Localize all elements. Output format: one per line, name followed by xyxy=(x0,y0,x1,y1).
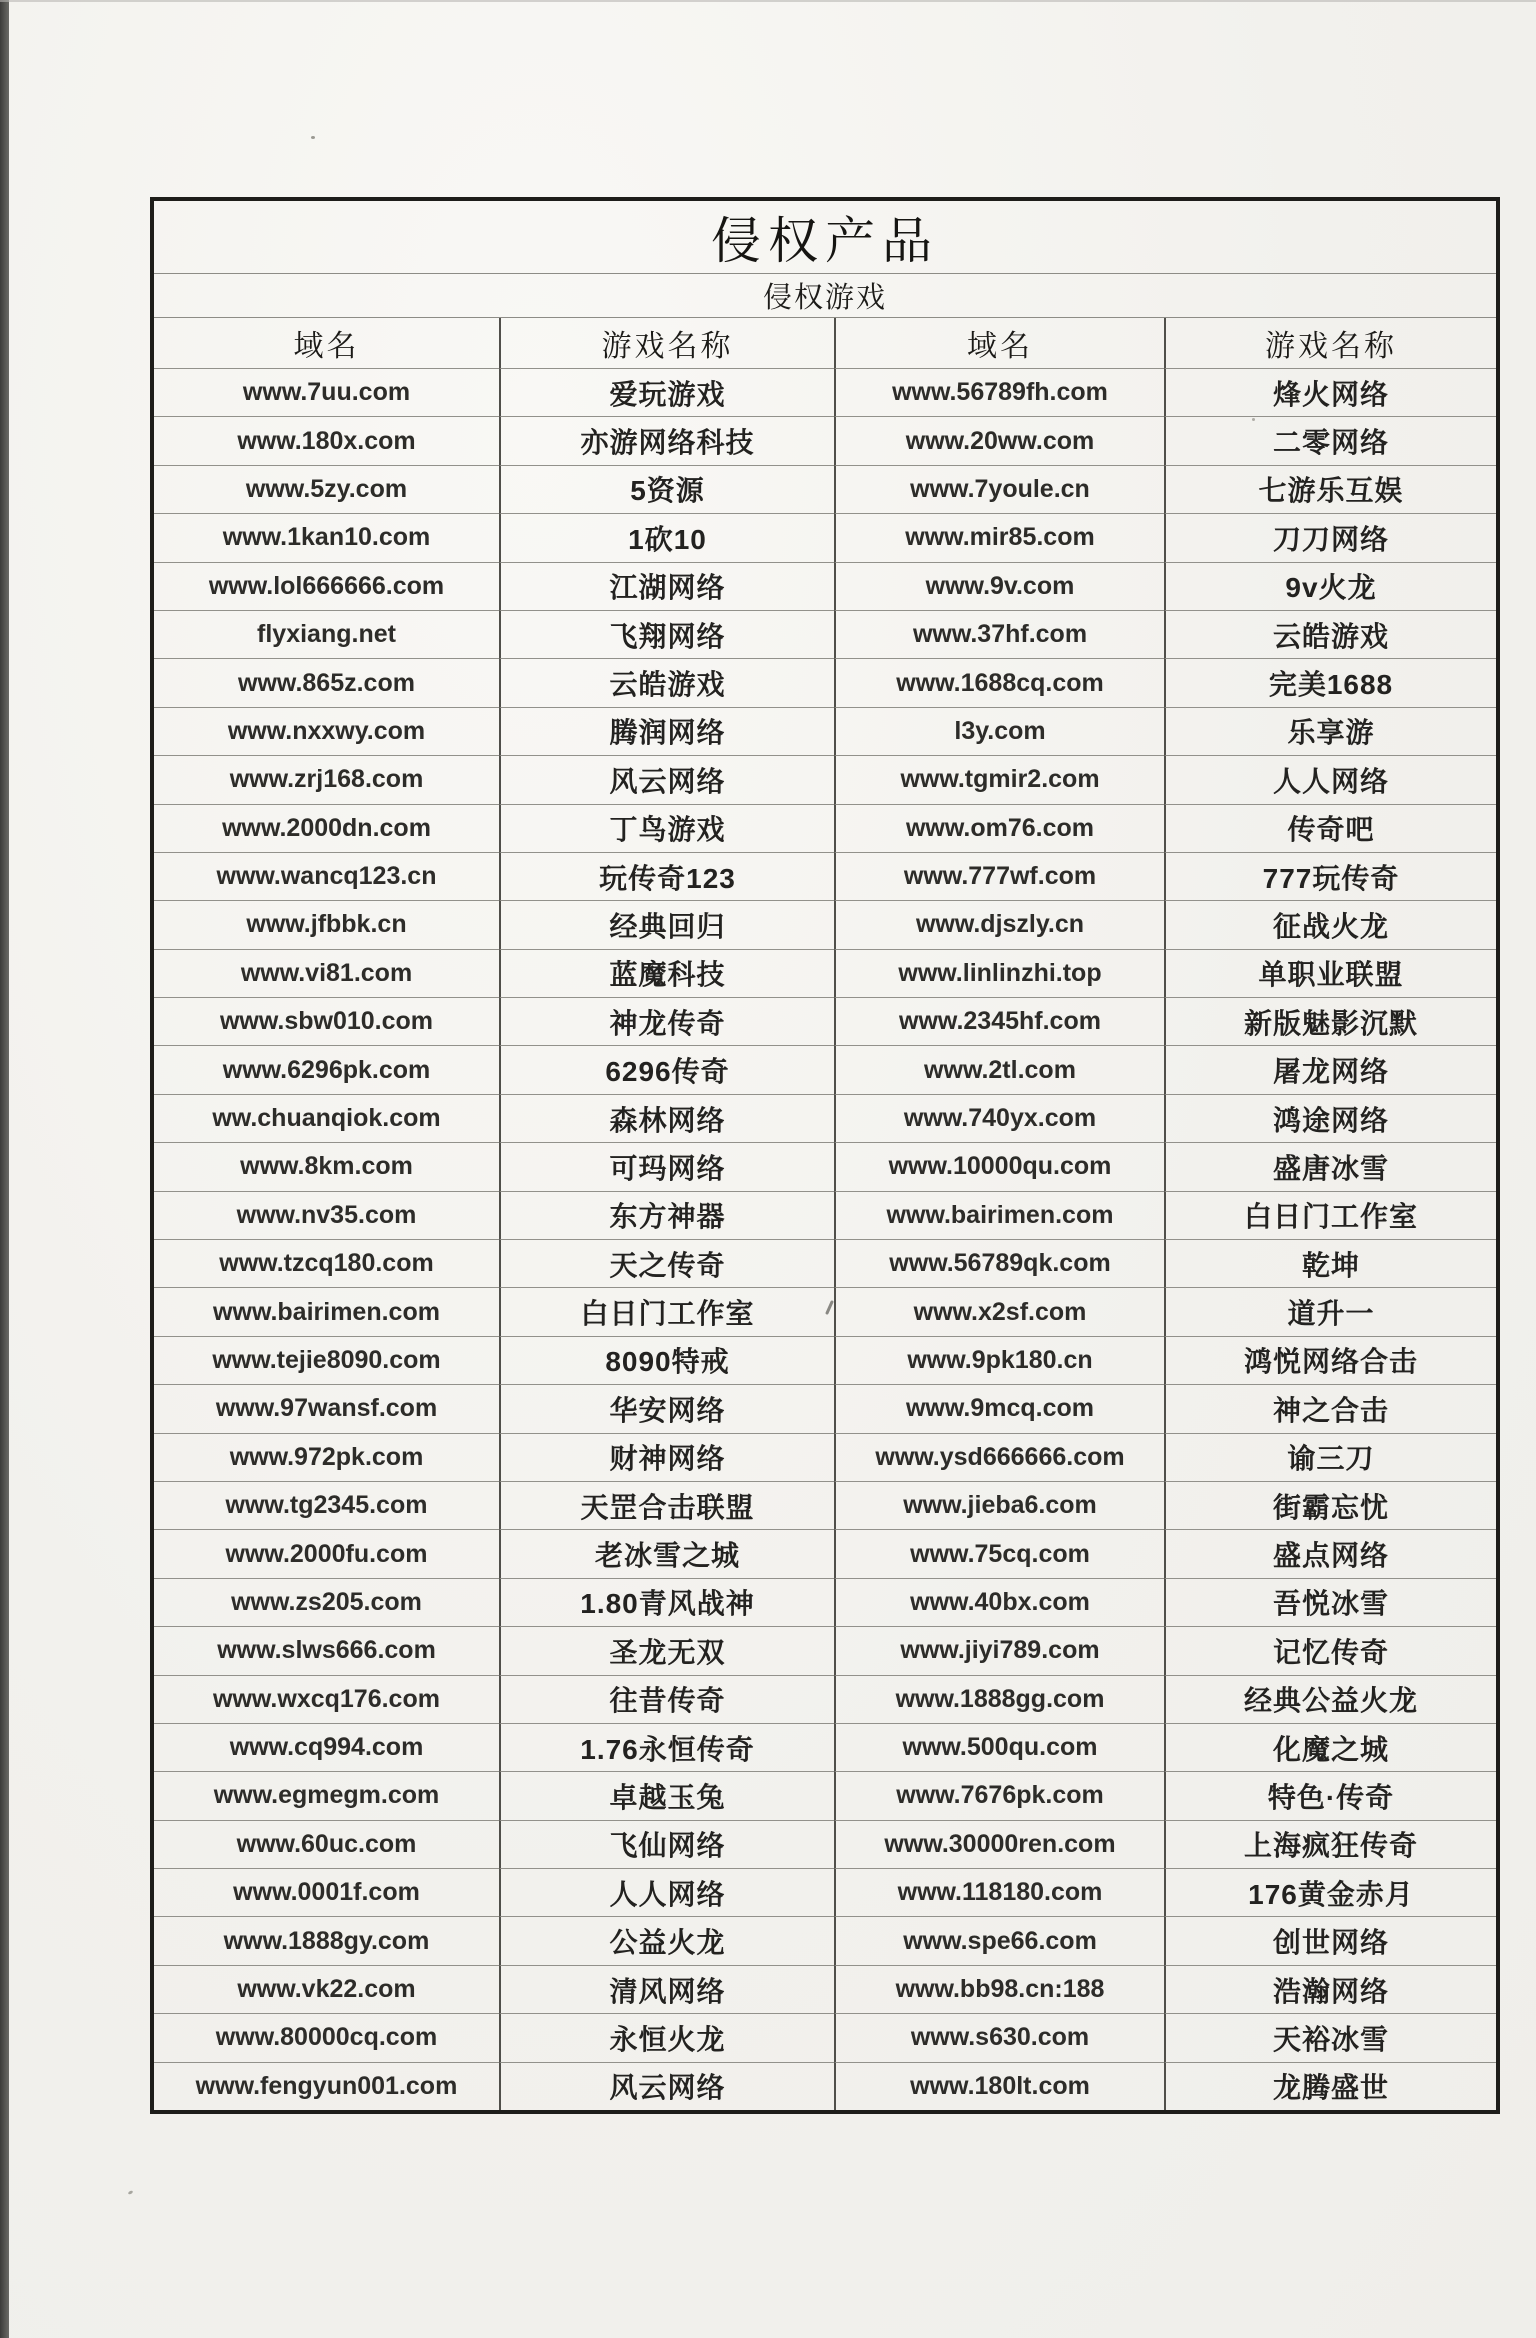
game-name-cell: 老冰雪之城 xyxy=(499,1529,834,1577)
game-name-cell: 七游乐互娱 xyxy=(1164,465,1496,513)
game-name-cell: 神龙传奇 xyxy=(499,997,834,1045)
game-name-cell: 9v火龙 xyxy=(1164,562,1496,610)
game-name-cell: 征战火龙 xyxy=(1164,900,1496,948)
domain-cell: www.1688cq.com xyxy=(834,658,1164,706)
game-name-cell: 创世网络 xyxy=(1164,1916,1496,1964)
game-name-cell: 天罡合击联盟 xyxy=(499,1481,834,1529)
game-name-cell: 腾润网络 xyxy=(499,707,834,755)
game-name-cell: 吾悦冰雪 xyxy=(1164,1578,1496,1626)
domain-cell: www.tgmir2.com xyxy=(834,755,1164,803)
column-header-domain: 域名 xyxy=(293,330,360,363)
game-name-cell: 777玩传奇 xyxy=(1164,852,1496,900)
domain-cell: www.56789fh.com xyxy=(834,368,1164,416)
game-name-cell: 刀刀网络 xyxy=(1164,513,1496,561)
domain-cell: www.37hf.com xyxy=(834,610,1164,658)
game-name-cell: 1.80青风战神 xyxy=(499,1578,834,1626)
domain-cell: www.180lt.com xyxy=(834,2062,1164,2110)
game-name-cell: 8090特戒 xyxy=(499,1336,834,1384)
domain-cell: www.cq994.com xyxy=(154,1723,499,1771)
game-name-cell: 经典回归 xyxy=(499,900,834,948)
game-name-cell: 6296传奇 xyxy=(499,1045,834,1093)
domain-cell: www.bairimen.com xyxy=(834,1191,1164,1239)
domain-cell: www.bairimen.com xyxy=(154,1287,499,1335)
domain-cell: www.865z.com xyxy=(154,658,499,706)
domain-cell: www.972pk.com xyxy=(154,1433,499,1481)
page-subtitle: 侵权游戏 xyxy=(762,282,887,314)
column-header-game-name: 游戏名称 xyxy=(1164,318,1496,368)
game-name-cell: 飞翔网络 xyxy=(499,610,834,658)
column-header-game-name: 游戏名称 xyxy=(499,318,834,368)
game-name-cell: 龙腾盛世 xyxy=(1164,2062,1496,2110)
domain-cell: www.8km.com xyxy=(154,1142,499,1190)
domain-cell: www.9v.com xyxy=(834,562,1164,610)
game-name-cell: 飞仙网络 xyxy=(499,1820,834,1868)
domain-cell: www.1kan10.com xyxy=(154,513,499,561)
domain-cell: www.mir85.com xyxy=(834,513,1164,561)
domain-cell: www.bb98.cn:188 xyxy=(834,1965,1164,2013)
game-name-cell: 丁鸟游戏 xyxy=(499,804,834,852)
game-name-cell: 单职业联盟 xyxy=(1164,949,1496,997)
game-name-cell: 新版魅影沉默 xyxy=(1164,997,1496,1045)
domain-cell: www.7uu.com xyxy=(154,368,499,416)
game-name-cell: 盛唐冰雪 xyxy=(1164,1142,1496,1190)
domain-cell: www.777wf.com xyxy=(834,852,1164,900)
game-name-cell: 176黄金赤月 xyxy=(1164,1868,1496,1916)
game-name-cell: 圣龙无双 xyxy=(499,1626,834,1674)
game-name-cell: 爱玩游戏 xyxy=(499,368,834,416)
domain-cell: www.2345hf.com xyxy=(834,997,1164,1045)
scan-edge-shadow xyxy=(0,0,9,2338)
game-name-cell: 乐享游 xyxy=(1164,707,1496,755)
domain-cell: www.10000qu.com xyxy=(834,1142,1164,1190)
domain-cell: www.500qu.com xyxy=(834,1723,1164,1771)
game-name-cell: 盛点网络 xyxy=(1164,1529,1496,1577)
game-name-cell: 屠龙网络 xyxy=(1164,1045,1496,1093)
domain-cell: www.slws666.com xyxy=(154,1626,499,1674)
domain-cell: www.x2sf.com xyxy=(834,1287,1164,1335)
domain-cell: www.56789qk.com xyxy=(834,1239,1164,1287)
domain-cell: www.2000fu.com xyxy=(154,1529,499,1577)
domain-cell: www.118180.com xyxy=(834,1868,1164,1916)
game-name-cell: 人人网络 xyxy=(1164,755,1496,803)
game-name-cell: 道升一 xyxy=(1164,1287,1496,1335)
game-name-cell: 1.76永恒传奇 xyxy=(499,1723,834,1771)
domain-cell: www.180x.com xyxy=(154,416,499,464)
domain-cell: www.2tl.com xyxy=(834,1045,1164,1093)
domain-cell: www.tg2345.com xyxy=(154,1481,499,1529)
domain-cell: www.nxxwy.com xyxy=(154,707,499,755)
domain-cell: flyxiang.net xyxy=(154,610,499,658)
game-name-cell: 上海疯狂传奇 xyxy=(1164,1820,1496,1868)
domain-cell: www.6296pk.com xyxy=(154,1045,499,1093)
domain-cell: www.60uc.com xyxy=(154,1820,499,1868)
game-name-cell: 风云网络 xyxy=(499,755,834,803)
game-name-cell: 森林网络 xyxy=(499,1094,834,1142)
game-name-cell: 街霸忘忧 xyxy=(1164,1481,1496,1529)
game-name-cell: 神之合击 xyxy=(1164,1384,1496,1432)
domain-cell: www.5zy.com xyxy=(154,465,499,513)
scan-artifact-speck xyxy=(1252,418,1255,421)
game-name-cell: 化魔之城 xyxy=(1164,1723,1496,1771)
game-name-cell: 白日门工作室 xyxy=(499,1287,834,1335)
domain-cell: www.zrj168.com xyxy=(154,755,499,803)
domain-cell: www.zs205.com xyxy=(154,1578,499,1626)
domain-cell: www.1888gg.com xyxy=(834,1675,1164,1723)
domain-cell: www.75cq.com xyxy=(834,1529,1164,1577)
domain-cell: www.linlinzhi.top xyxy=(834,949,1164,997)
game-name-cell: 烽火网络 xyxy=(1164,368,1496,416)
domain-cell: www.740yx.com xyxy=(834,1094,1164,1142)
domain-cell: www.wxcq176.com xyxy=(154,1675,499,1723)
game-name-cell: 经典公益火龙 xyxy=(1164,1675,1496,1723)
domain-cell: www.wancq123.cn xyxy=(154,852,499,900)
domain-cell: www.sbw010.com xyxy=(154,997,499,1045)
game-name-cell: 往昔传奇 xyxy=(499,1675,834,1723)
domain-cell: www.djszly.cn xyxy=(834,900,1164,948)
game-name-cell: 亦游网络科技 xyxy=(499,416,834,464)
scan-artifact-speck xyxy=(128,2190,134,2195)
domain-cell: www.jfbbk.cn xyxy=(154,900,499,948)
domain-cell: www.tejie8090.com xyxy=(154,1336,499,1384)
domain-cell: www.2000dn.com xyxy=(154,804,499,852)
game-name-cell: 公益火龙 xyxy=(499,1916,834,1964)
game-name-cell: 白日门工作室 xyxy=(1164,1191,1496,1239)
scan-artifact-speck xyxy=(311,136,315,139)
column-header-domain: 域名 xyxy=(834,318,1164,368)
domain-game-grid xyxy=(154,318,1496,2110)
domain-cell: www.80000cq.com xyxy=(154,2013,499,2061)
game-name-cell: 谕三刀 xyxy=(1164,1433,1496,1481)
game-name-cell: 可玛网络 xyxy=(499,1142,834,1190)
domain-cell: www.7676pk.com xyxy=(834,1771,1164,1819)
domain-cell: www.tzcq180.com xyxy=(154,1239,499,1287)
domain-cell: www.9pk180.cn xyxy=(834,1336,1164,1384)
game-name-cell: 财神网络 xyxy=(499,1433,834,1481)
domain-cell: www.jiyi789.com xyxy=(834,1626,1164,1674)
game-name-cell: 永恒火龙 xyxy=(499,2013,834,2061)
table-subtitle-row xyxy=(154,274,1496,318)
game-name-cell: 东方神器 xyxy=(499,1191,834,1239)
domain-cell: www.20ww.com xyxy=(834,416,1164,464)
game-name-cell: 鸿途网络 xyxy=(1164,1094,1496,1142)
game-name-cell: 云皓游戏 xyxy=(1164,610,1496,658)
game-name-cell: 人人网络 xyxy=(499,1868,834,1916)
domain-cell: www.vk22.com xyxy=(154,1965,499,2013)
game-name-cell: 玩传奇123 xyxy=(499,852,834,900)
game-name-cell: 二零网络 xyxy=(1164,416,1496,464)
game-name-cell: 天裕冰雪 xyxy=(1164,2013,1496,2061)
domain-cell: www.nv35.com xyxy=(154,1191,499,1239)
game-name-cell: 浩瀚网络 xyxy=(1164,1965,1496,2013)
game-name-cell: 鸿悦网络合击 xyxy=(1164,1336,1496,1384)
game-name-cell: 卓越玉兔 xyxy=(499,1771,834,1819)
domain-cell: www.7youle.cn xyxy=(834,465,1164,513)
game-name-cell: 1砍10 xyxy=(499,513,834,561)
game-name-cell: 传奇吧 xyxy=(1164,804,1496,852)
domain-cell: www.fengyun001.com xyxy=(154,2062,499,2110)
game-name-cell: 乾坤 xyxy=(1164,1239,1496,1287)
domain-cell: www.9mcq.com xyxy=(834,1384,1164,1432)
game-name-cell: 特色·传奇 xyxy=(1164,1771,1496,1819)
domain-cell: www.0001f.com xyxy=(154,1868,499,1916)
game-name-cell: 风云网络 xyxy=(499,2062,834,2110)
domain-cell: www.1888gy.com xyxy=(154,1916,499,1964)
infringing-products-table xyxy=(150,197,1500,2114)
game-name-cell: 记忆传奇 xyxy=(1164,1626,1496,1674)
domain-cell: www.ysd666666.com xyxy=(834,1433,1164,1481)
domain-cell: www.egmegm.com xyxy=(154,1771,499,1819)
game-name-cell: 华安网络 xyxy=(499,1384,834,1432)
domain-cell: www.30000ren.com xyxy=(834,1820,1164,1868)
game-name-cell: 蓝魔科技 xyxy=(499,949,834,997)
domain-cell: www.jieba6.com xyxy=(834,1481,1164,1529)
table-title-row xyxy=(154,201,1496,274)
game-name-cell: 完美1688 xyxy=(1164,658,1496,706)
domain-cell: www.40bx.com xyxy=(834,1578,1164,1626)
game-name-cell: 5资源 xyxy=(499,465,834,513)
domain-cell: ww.chuanqiok.com xyxy=(154,1094,499,1142)
game-name-cell: 天之传奇 xyxy=(499,1239,834,1287)
domain-cell: l3y.com xyxy=(834,707,1164,755)
domain-cell: www.97wansf.com xyxy=(154,1384,499,1432)
domain-cell: www.s630.com xyxy=(834,2013,1164,2061)
game-name-cell: 清风网络 xyxy=(499,1965,834,2013)
page-title: 侵权产品 xyxy=(711,213,939,269)
domain-cell: www.om76.com xyxy=(834,804,1164,852)
domain-cell: www.vi81.com xyxy=(154,949,499,997)
domain-cell: www.spe66.com xyxy=(834,1916,1164,1964)
domain-cell: www.lol666666.com xyxy=(154,562,499,610)
scan-edge-top-line xyxy=(0,0,1536,2)
game-name-cell: 江湖网络 xyxy=(499,562,834,610)
game-name-cell: 云皓游戏 xyxy=(499,658,834,706)
